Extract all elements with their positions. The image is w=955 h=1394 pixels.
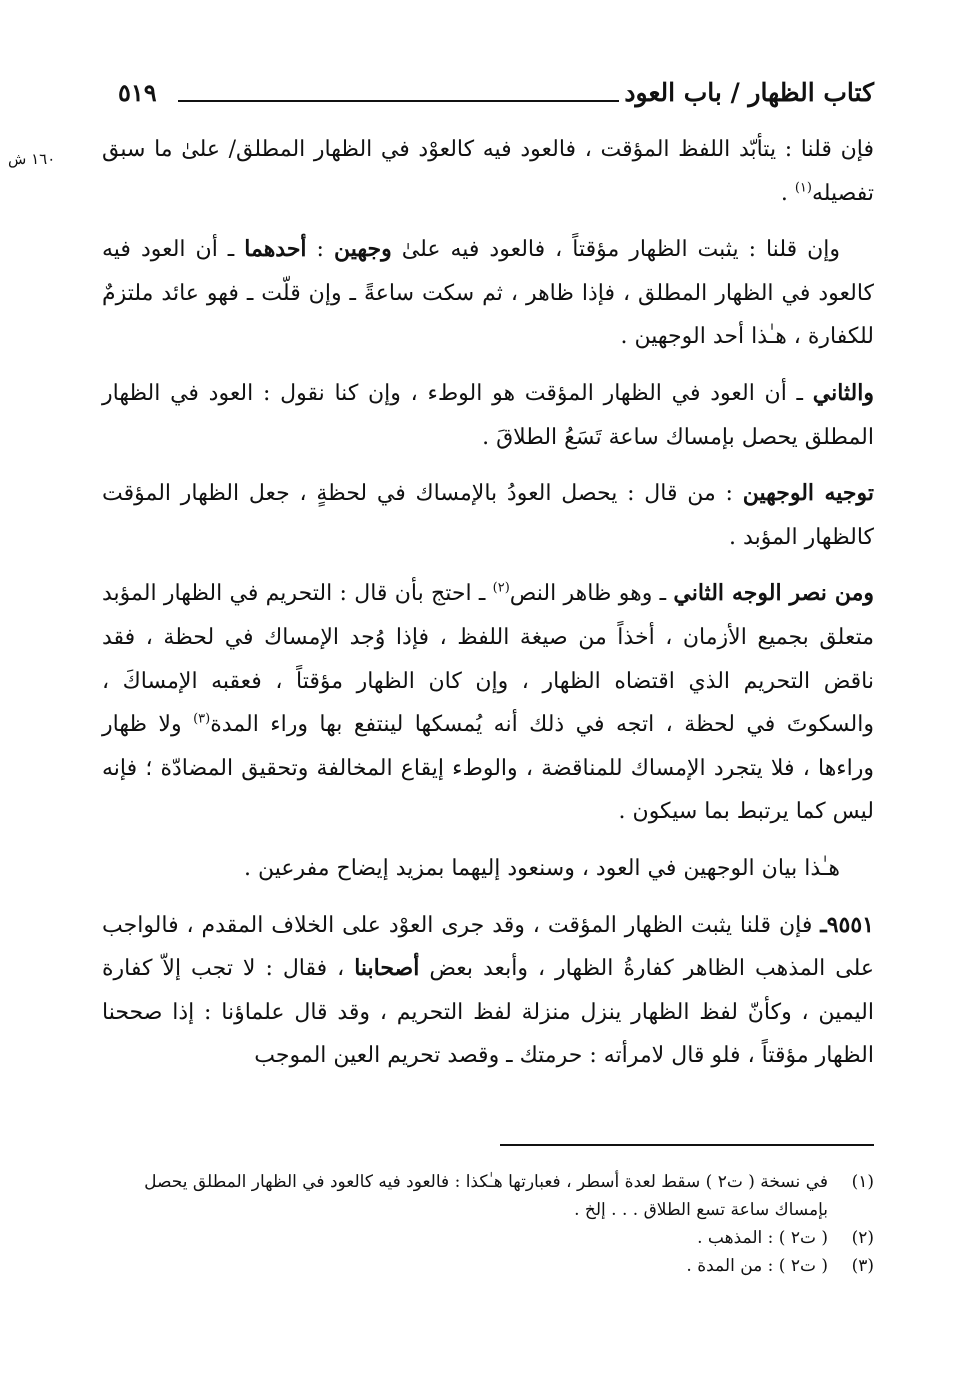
header-rule: [178, 100, 619, 102]
text-run: : من قال : يحصل العودُ بالإمساك في لحظةٍ ، جعل الظهار المؤقت كالظهار المؤبد .: [102, 481, 874, 550]
bold-term: ٩٥٥١ـ: [820, 911, 874, 938]
footnote-text: ( ت٢ ) : من المدة .: [686, 1256, 828, 1276]
paragraph: [102, 228, 874, 359]
footnote-text: في نسخة ( ت٢ ) سقط لعدة أسطر ، فعبارتها هـٰكذا : فالعود فيه كالعود في الظهار المطلق يحصل بإمساك ساعة تسع الطلاق . . . إلخ .: [144, 1172, 828, 1220]
bold-term: ومن نصر الوجه الثاني: [673, 580, 874, 607]
paragraph: [102, 372, 874, 459]
main-text: [102, 128, 874, 1091]
header-title: كتاب الظهار / باب العود: [624, 78, 874, 107]
text-run: ـ أن العود في الظهار المؤقت هو الوطء ، وإن كنا نقول : العود في الظهار المطلق يحصل بإمساك ساعة تَسَعُ الطلاقَ .: [102, 380, 874, 450]
paragraph: [102, 472, 874, 559]
footnote-reference: (٢): [492, 581, 510, 597]
paragraph: [102, 904, 874, 1078]
bold-term: أصحابنا: [354, 955, 420, 982]
text-run: فإن قلنا يثبت الظهار المؤقت ، وقد جرى العوْد على الخلاف المقدم ، فالواجب على المذهب الظاهر كفارةُ الظهار ، وأبعد بعض: [102, 912, 874, 982]
paragraph: [102, 847, 874, 891]
footnote: [102, 1252, 874, 1280]
text-run: هـٰذا بيان الوجهين في العود ، وسنعود إليهما بمزيد إيضاح مفرعين .: [243, 855, 840, 881]
footnote-text: ( ت٢ ) : المذهب .: [697, 1228, 828, 1248]
footnote-reference: (١): [794, 180, 812, 196]
page-number: ٥١٩: [118, 78, 157, 107]
bold-term: وجهين: [333, 236, 392, 263]
paragraph: [102, 128, 874, 215]
running-header: [118, 78, 874, 118]
text-run: فإن قلنا : يتأبّد اللفظ المؤقت ، فالعود فيه كالعوْد في الظهار المطلق/ علىٰ ما سبق تفصيله: [102, 137, 874, 206]
bold-term: والثاني: [812, 379, 874, 406]
text-run: ، فقال : لا تجب إلاّ كفارة اليمين ، وكأنّ لفظ الظهار ينزل منزلة لفظ التحريم ، وقد قال علماؤنا : إذا صححنا الظهار مؤقتاً ، فلو قال لامرأته : حرمتك ـ وقصد تحريم العين الموجب: [102, 956, 874, 1069]
footnote-number: (٢): [851, 1228, 874, 1248]
bold-term: أحدهما: [244, 236, 307, 263]
footnote-number: (٣): [851, 1256, 874, 1276]
footnote: [102, 1168, 874, 1224]
footnote-reference: (٣): [193, 711, 211, 727]
margin-folio-note: ١٦٠ ش: [8, 150, 56, 168]
text-run: ـ احتج بأن قال : التحريم في الظهار المؤبد متعلق بجميع الأزمان ، أخذاً من صيغة اللفظ ، فإذا وُجد الإمساك في لحظة ، فقد ناقض التحريم الذي اقتضاه الظهار ، وإن كان الظهار مؤقتاً ، فعقبه الإمساكَ ، والسكوتَ في لحظة ، اتجه في ذلك أنه يُمسكها لينتفع بها وراء المدة: [102, 581, 874, 738]
paragraph: [102, 572, 874, 834]
text-run: :: [306, 237, 334, 263]
text-run: ـ أن العود فيه كالعود في الظهار المطلق ، فإذا ظاهر ، ثم سكت ساعةً ـ وإن قلّت ـ فهو عائد ملتزمٌ للكفارة ، هـٰذا أحد الوجهين .: [102, 237, 874, 350]
text-run: ـ وهو ظاهر النص: [509, 581, 674, 607]
footnote: [102, 1224, 874, 1252]
footnote-separator: [500, 1144, 874, 1146]
text-run: ولا ظهار وراءها ، فلا يتجرد الإمساك للمناقضة ، والوطء إيقاع المخالفة وتحقيق المضادّة ؛ فإنه ليس كما يرتبط بما سيكون .: [102, 712, 874, 825]
text-run: .: [780, 180, 795, 206]
footnote-number: (١): [851, 1172, 874, 1192]
bold-term: توجيه الوجهين: [742, 480, 874, 507]
footnotes: [102, 1168, 874, 1280]
text-run: وإن قلنا : يثبت الظهار مؤقتاً ، فالعود فيه علىٰ: [391, 237, 841, 263]
